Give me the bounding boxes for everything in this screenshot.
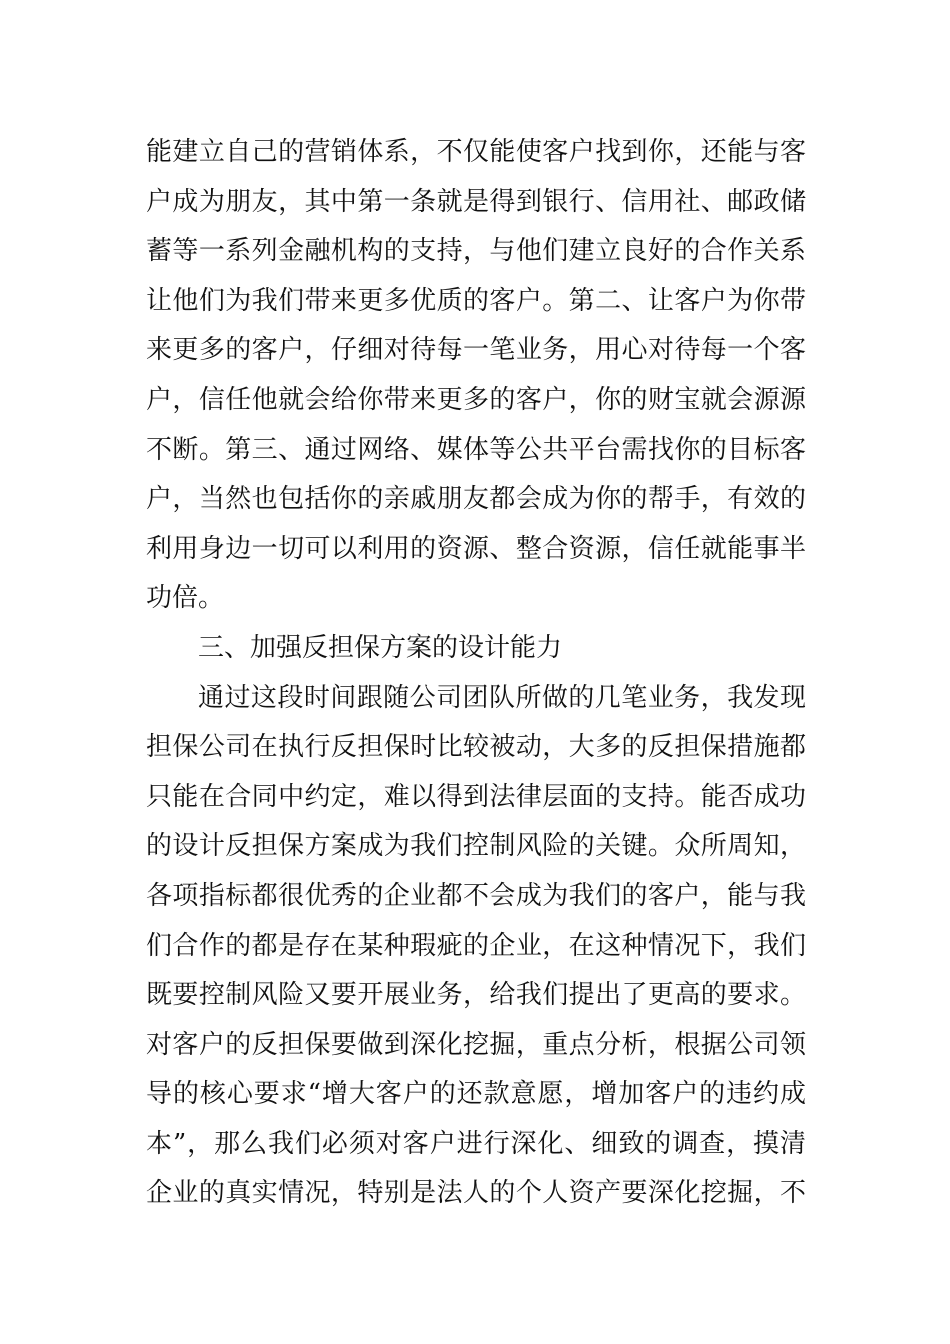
- text-line: 通过这段时间跟随公司团队所做的几笔业务，我发现: [198, 682, 806, 713]
- text-line: 本”，那么我们必须对客户进行深化、细致的调查，摸清: [146, 1128, 806, 1159]
- text-line: 各项指标都很优秀的企业都不会成为我们的客户，能与我: [146, 880, 806, 911]
- text-line: 能建立自己的营销体系，不仅能使客户找到你，还能与客: [146, 137, 806, 167]
- text-line: 户，当然也包括你的亲戚朋友都会成为你的帮手，有效的: [146, 484, 806, 515]
- text-line: 导的核心要求“增大客户的还款意愿，增加客户的违约成: [146, 1079, 806, 1110]
- text-line: 既要控制风险又要开展业务，给我们提出了更高的要求。: [146, 980, 806, 1011]
- text-line: 担保公司在执行反担保时比较被动，大多的反担保措施都: [146, 732, 806, 763]
- text-line: 户，信任他就会给你带来更多的客户，你的财宝就会源源: [146, 384, 806, 415]
- text-line: 们合作的都是存在某种瑕疵的企业，在这种情况下，我们: [146, 930, 806, 961]
- text-line: 让他们为我们带来更多优质的客户。第二、让客户为你带: [146, 285, 806, 316]
- text-line: 来更多的客户，仔细对待每一笔业务，用心对待每一个客: [146, 335, 806, 366]
- text-line: 企业的真实情况，特别是法人的个人资产要深化挖掘，不: [146, 1178, 806, 1209]
- text-line: 蓄等一系列金融机构的支持，与他们建立良好的合作关系: [146, 236, 806, 267]
- text-line: 户成为朋友，其中第一条就是得到银行、信用社、邮政储: [146, 186, 806, 217]
- text-line: 只能在合同中约定，难以得到法律层面的支持。能否成功: [146, 781, 806, 812]
- text-line: 的设计反担保方案成为我们控制风险的关键。众所周知，: [146, 831, 806, 862]
- text-line: 对客户的反担保要做到深化挖掘，重点分析，根据公司领: [146, 1029, 806, 1060]
- text-line: 利用身边一切可以利用的资源、整合资源，信任就能事半: [146, 533, 806, 564]
- document-body: [146, 128, 806, 1219]
- paragraph-marketing-system: [146, 128, 806, 624]
- text-line: 功倍。: [146, 583, 225, 614]
- section-heading-text: 三、加强反担保方案的设计能力: [198, 632, 563, 663]
- text-line: 不断。第三、通过网络、媒体等公共平台需找你的目标客: [146, 434, 806, 465]
- section-heading: [146, 624, 806, 674]
- paragraph-counter-guarantee: [146, 674, 806, 1220]
